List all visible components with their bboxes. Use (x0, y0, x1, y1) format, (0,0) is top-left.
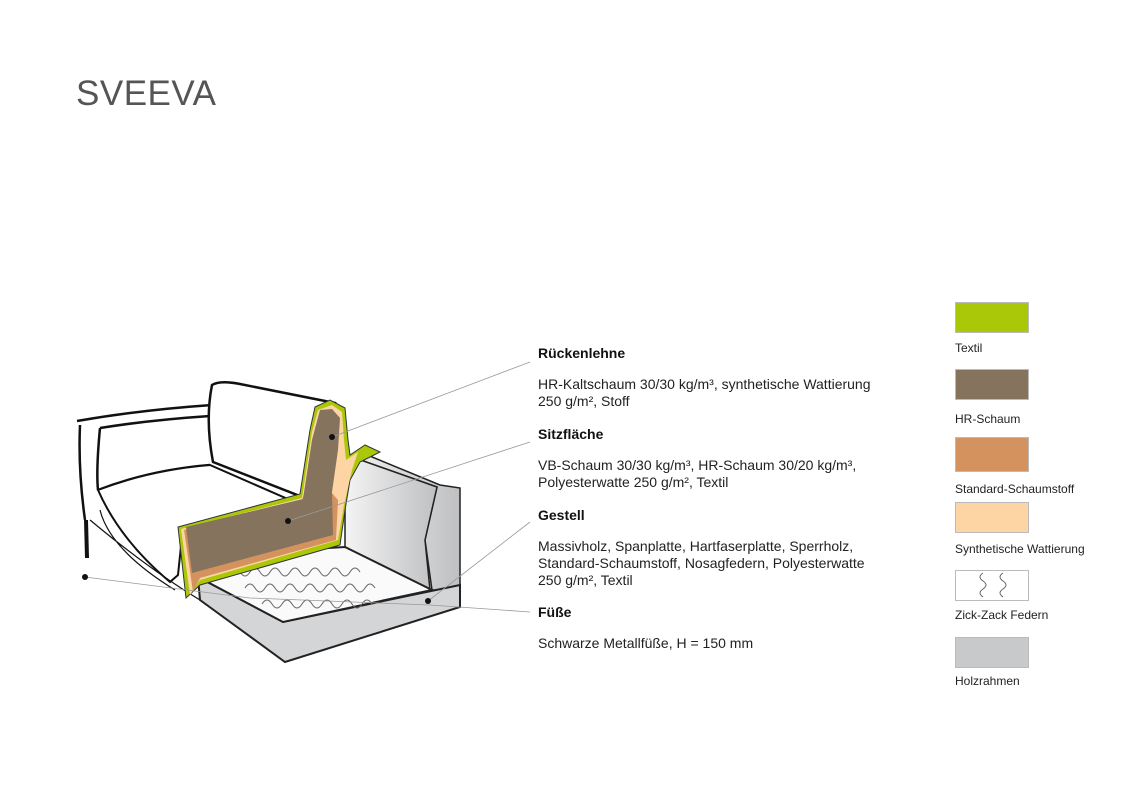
legend-textil (955, 302, 1029, 355)
section-sitzflaeche (538, 426, 908, 490)
section-text: Schwarze Metallfüße, H = 150 mm (538, 635, 754, 651)
legend-synthetische-wattierung (955, 502, 1085, 556)
legend-label: Textil (955, 341, 983, 355)
legend-swatch (955, 637, 1029, 668)
section-text: Massivholz, Spanplatte, Hartfaserplatte, Sperrholz, Standard-Schaumstoff, Nosagfedern, Polyesterwatte 250 g/m², Textil (538, 538, 865, 588)
legend-label: Holzrahmen (955, 674, 1020, 688)
section-text: HR-Kaltschaum 30/30 kg/m³, synthetische Wattierung 250 g/m², Stoff (538, 376, 871, 409)
section-text: VB-Schaum 30/30 kg/m³, HR-Schaum 30/20 kg/m³, Polyesterwatte 250 g/m², Textil (538, 457, 857, 490)
legend-zick-zack-federn (955, 570, 1049, 622)
legend-hr-schaum (955, 369, 1029, 426)
section-heading: Gestell (538, 507, 585, 523)
legend-label: Synthetische Wattierung (955, 542, 1085, 556)
section-gestell (538, 507, 908, 588)
zigzag-spring-icon (955, 570, 1029, 601)
section-heading: Rückenlehne (538, 345, 626, 361)
section-heading: Füße (538, 604, 572, 620)
legend-label: HR-Schaum (955, 412, 1021, 426)
legend-standard-schaumstoff (955, 437, 1075, 496)
section-fuesse (538, 604, 908, 651)
legend-label: Standard-Schaumstoff (955, 482, 1075, 496)
legend-swatch (955, 502, 1029, 533)
sofa-leg (86, 520, 87, 558)
section-heading: Sitzfläche (538, 426, 604, 442)
legend-label: Zick-Zack Federn (955, 608, 1049, 622)
legend-swatch (955, 369, 1029, 400)
legend-swatch (955, 437, 1029, 472)
page-title: SVEEVA (76, 74, 217, 113)
legend-swatch (955, 302, 1029, 333)
section-rueckenlehne (538, 345, 908, 409)
legend-holzrahmen (955, 637, 1029, 688)
